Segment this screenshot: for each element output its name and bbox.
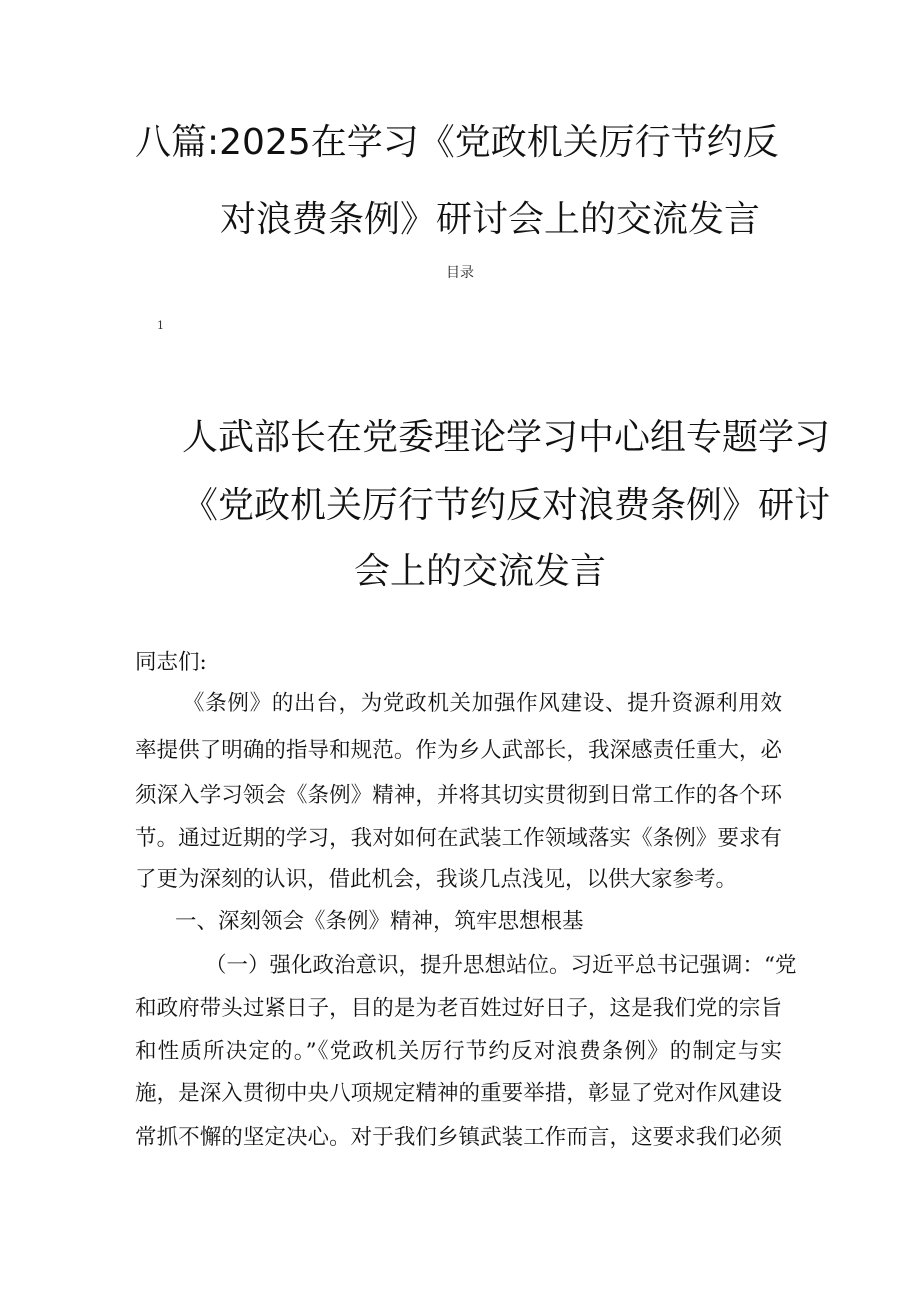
subsection-line: 施，是深入贯彻中央八项规定精神的重要举措，彰显了党对作风建设 <box>135 1081 782 1106</box>
toc-entry-number: 1 <box>157 319 164 332</box>
speech-title-line-3: 会上的交流发言 <box>354 551 607 592</box>
subsection-line: （一）强化政治意识，提升思想站位。习近平总书记强调：“党 <box>205 953 797 978</box>
section-heading: 一、深刻领会《条例》精神，筑牢思想根基 <box>175 909 584 934</box>
subsection-line: 常抓不懈的坚定决心。对于我们乡镇武装工作而言，这要求我们必须 <box>135 1125 782 1150</box>
paragraph-line: 率提供了明确的指导和规范。作为乡人武部长，我深感责任重大，必 <box>135 738 782 763</box>
subsection-line: 和政府带头过紧日子，目的是为老百姓过好日子，这是我们党的宗旨 <box>135 996 782 1021</box>
salutation: 同志们: <box>135 650 207 675</box>
document-title-line-1: 八篇:2025在学习《党政机关厉行节约反 <box>135 122 779 163</box>
subsection-line: 和性质所决定的。”《党政机关厉行节约反对浪费条例》的制定与实 <box>135 1039 782 1064</box>
speech-title-line-2: 《党政机关厉行节约反对浪费条例》研讨 <box>182 485 831 526</box>
speech-title-line-1: 人武部长在党委理论学习中心组专题学习 <box>182 417 831 458</box>
paragraph-line: 了更为深刻的认识，借此机会，我谈几点浅见，以供大家参考。 <box>135 867 738 892</box>
paragraph-line: 须深入学习领会《条例》精神，并将其切实贯彻到日常工作的各个环 <box>135 783 782 808</box>
document-title-line-2: 对浪费条例》研讨会上的交流发言 <box>220 199 761 240</box>
toc-heading: 目录 <box>446 265 474 281</box>
paragraph-line: 《条例》的出台，为党政机关加强作风建设、提升资源利用效 <box>183 691 782 716</box>
paragraph-line: 节。通过近期的学习，我对如何在武装工作领域落实《条例》要求有 <box>135 826 782 851</box>
